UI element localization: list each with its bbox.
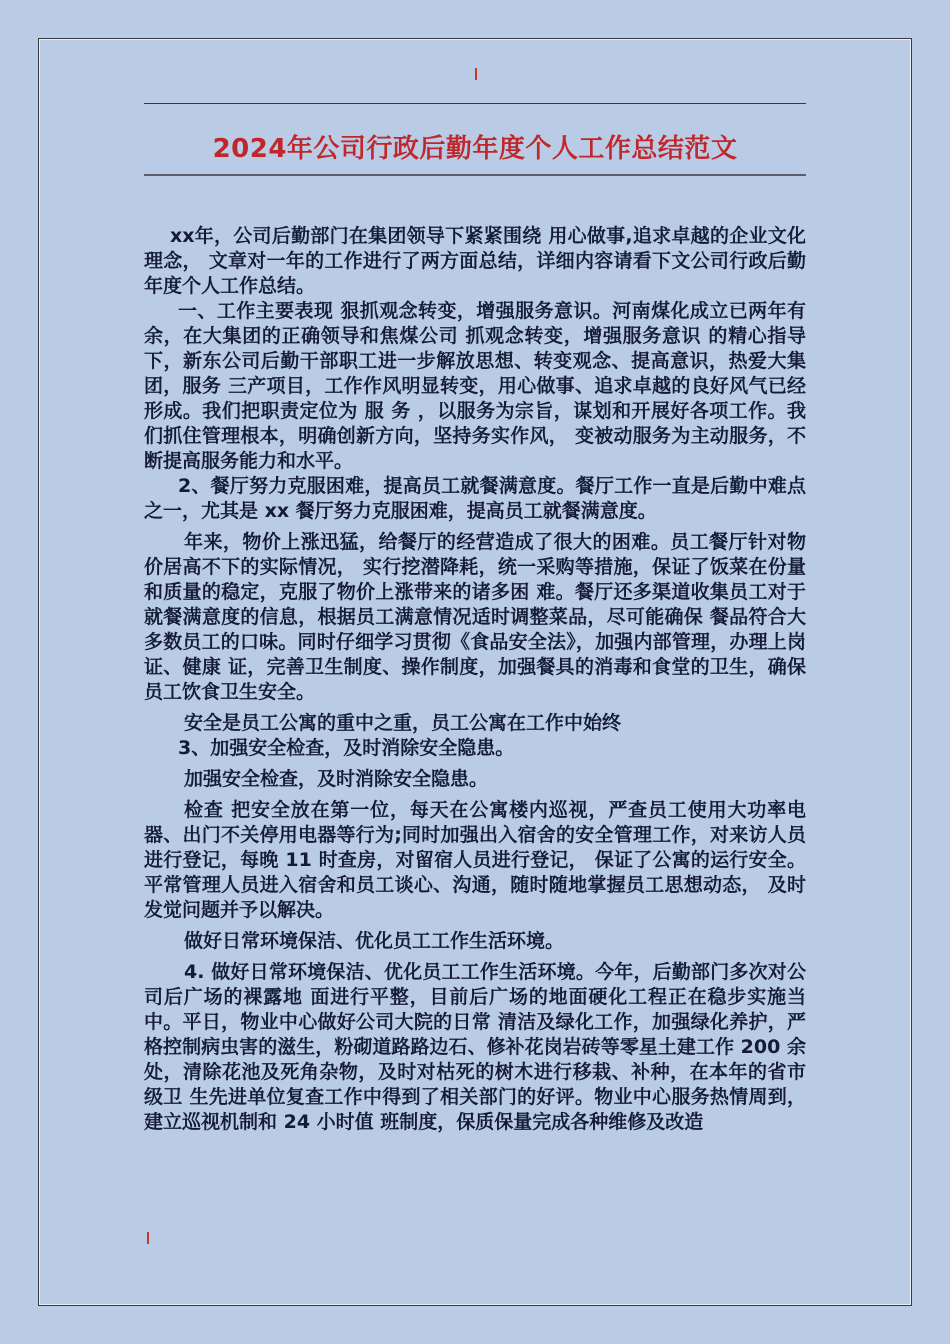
paragraph-section-1: 一、工作主要表现 狠抓观念转变，增强服务意识。河南煤化成立已两年有余，在大集团的正确领导和焦煤公司 抓观念转变，增强服务意识 的精心指导下，新东公司后勤干部职工进一步解放思想、转变观念、提高意识，热爱大集团，服务 三产项目，工作作风明显转变，用心做事、追求卓越的良好风气已经形成。我们把职责定位为 服 务 ，以服务为宗旨，谋划和开展好各项工作。我们抓住管理根本，明确创新方向，坚持务实作风， 变被动服务为主动服务，不断提高服务能力和水平。 — [144, 300, 806, 472]
header-mark — [475, 68, 477, 80]
paragraph-section-2: 2、餐厅努力克服困难，提高员工就餐满意度。餐厅工作一直是后勤中难点之一，尤其是 xx 餐厅努力克服困难，提高员工就餐满意度。 — [144, 475, 806, 522]
document-title: 2024年公司行政后勤年度个人工作总结范文 — [212, 134, 738, 164]
title-rule — [144, 174, 806, 176]
footer-mark — [147, 1232, 149, 1244]
document-body — [144, 224, 806, 1135]
paragraph-safety-check: 加强安全检查，及时消除安全隐患。 — [184, 768, 489, 790]
paragraph-intro: xx年，公司后勤部门在集团领导下紧紧围绕 用心做事,追求卓越的企业文化理念， 文章对一年的工作进行了两方面总结，详细内容请看下文公司行政后勤年度个人工作总结。 — [144, 225, 806, 297]
paragraph-dorm-safety: 安全是员工公寓的重中之重，员工公寓在工作中始终 — [184, 712, 622, 734]
paragraph-canteen: 年来，物价上涨迅猛，给餐厅的经营造成了很大的困难。员工餐厅针对物价居高不下的实际情况， 实行挖潜降耗，统一采购等措施，保证了饭菜在份量和质量的稳定，克服了物价上涨带来的诸多困 难。餐厅还多渠道收集员工对于就餐满意度的信息，根据员工满意情况适时调整菜品，尽可能确保 餐品符合大多数员工的口味。同时仔细学习贯彻《食品安全法》，加强内部管理，办理上岗证、健康 证，完善卫生制度、操作制度，加强餐具的消毒和食堂的卫生，确保员工饮食卫生安全。 — [144, 531, 806, 703]
header-rule — [144, 103, 806, 104]
paragraph-environment: 做好日常环境保洁、优化员工工作生活环境。 — [184, 930, 565, 952]
paragraph-inspection: 检查 把安全放在第一位，每天在公寓楼内巡视，严查员工使用大功率电器、出门不关停用电器等行为;同时加强出入宿舍的安全管理工作，对来访人员进行登记，每晚 11 时查房，对留宿人员进行登记， 保证了公寓的运行安全。平常管理人员进入宿舍和员工谈心、沟通，随时随地掌握员工思想动态， 及时发觉问题并予以解决。 — [144, 799, 806, 921]
paragraph-section-4: 4. 做好日常环境保洁、优化员工工作生活环境。今年，后勤部门多次对公司后广场的裸露地 面进行平整，目前后广场的地面硬化工程正在稳步实施当中。平日，物业中心做好公司大院的日常 清洁及绿化工作，加强绿化养护，严格控制病虫害的滋生，粉砌道路路边石、修补花岗岩砖等零星土建工作 200 余处，清除花池及死角杂物，及时对枯死的树木进行移栽、补种，在本年的省市级卫 生先进单位复查工作中得到了相关部门的好评。物业中心服务热情周到，建立巡视机制和 24 小时值 班制度，保质保量完成各种维修及改造 — [144, 961, 806, 1133]
paragraph-section-3: 3、加强安全检查，及时消除安全隐患。 — [178, 737, 515, 759]
